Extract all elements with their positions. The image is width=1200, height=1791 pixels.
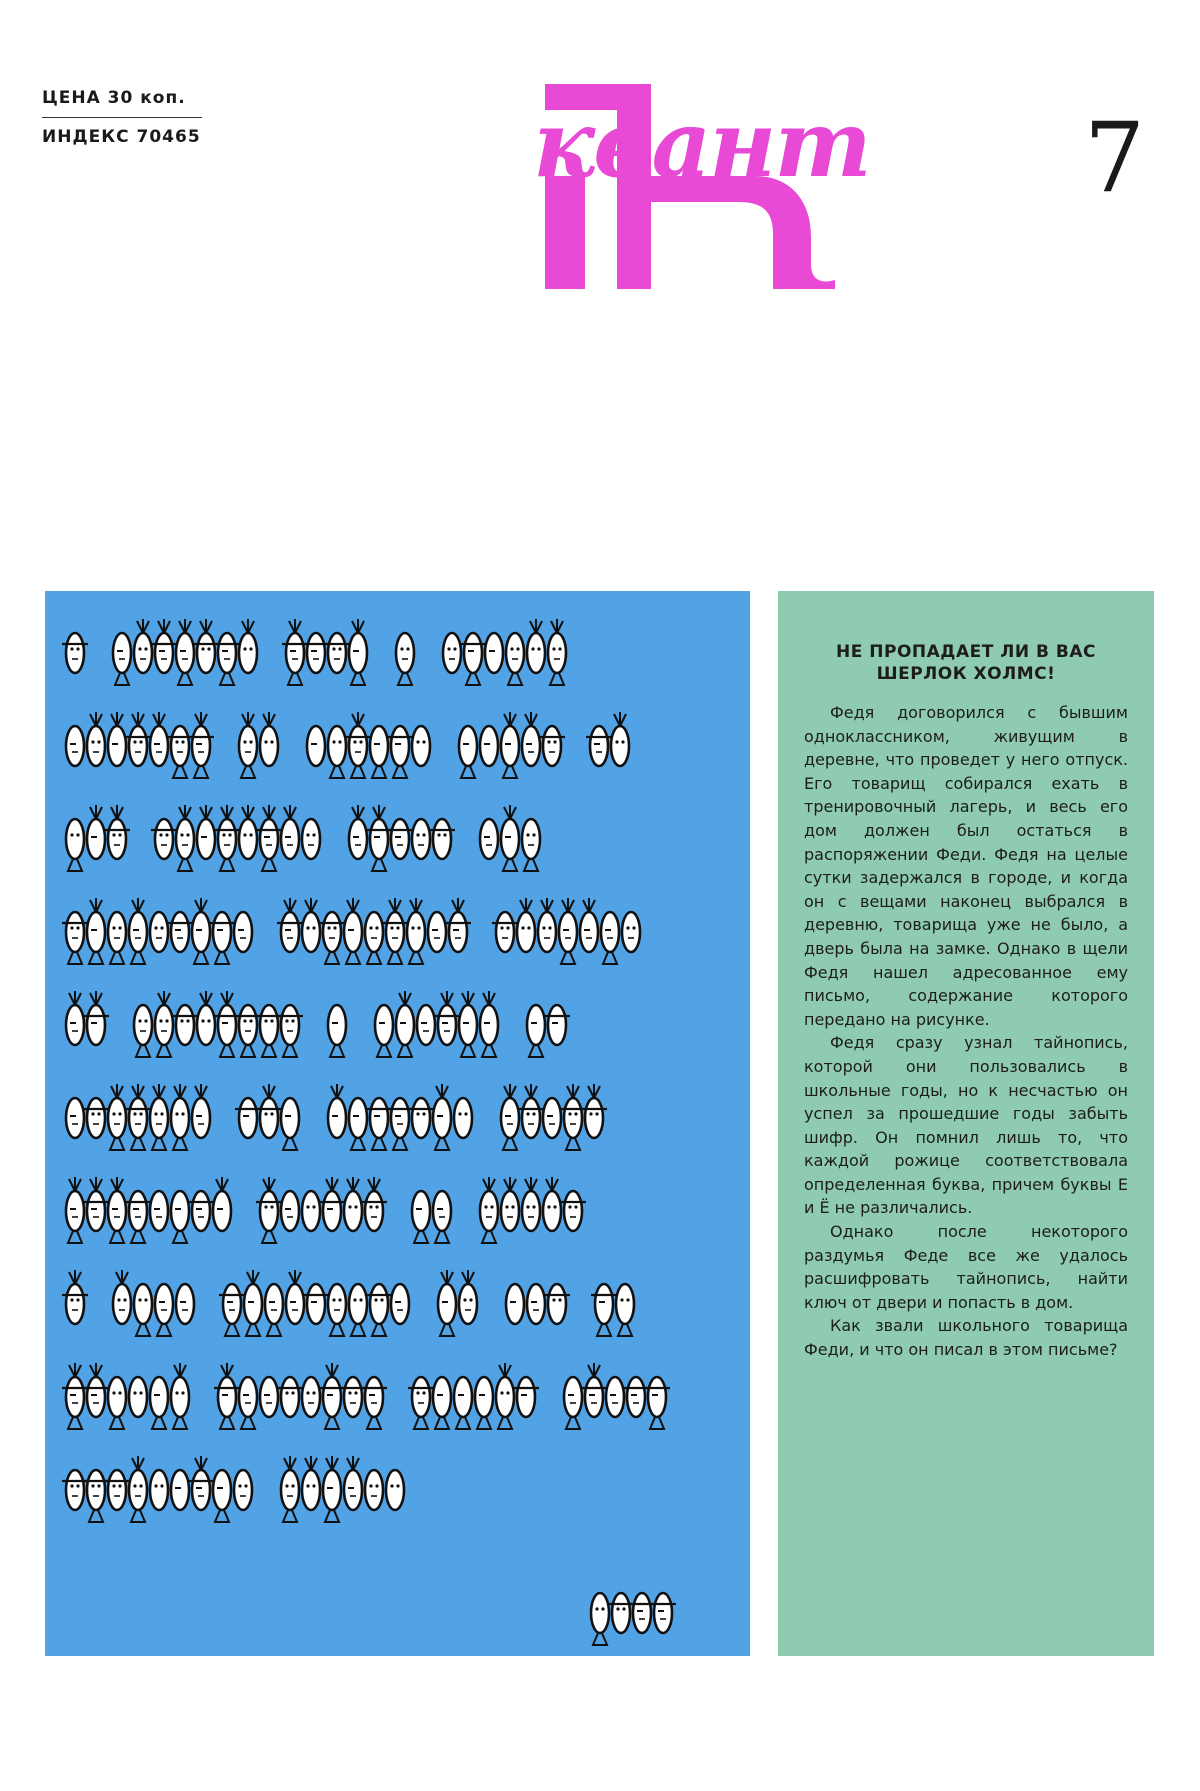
- cipher-face: [155, 1284, 173, 1336]
- cipher-face: [108, 712, 126, 766]
- cipher-face: [506, 633, 524, 685]
- cipher-face: [429, 819, 455, 859]
- cipher-face: [366, 1098, 392, 1150]
- price-block: [42, 88, 207, 147]
- cipher-face: [501, 1177, 519, 1231]
- cipher-face: [361, 1377, 387, 1429]
- cipher-face: [485, 633, 503, 673]
- cipher-face: [167, 726, 193, 778]
- cipher-face: [129, 1456, 147, 1522]
- cipher-face: [235, 1098, 261, 1138]
- cipher-face: [323, 1456, 341, 1522]
- cipher-face: [580, 898, 598, 952]
- cipher-face: [616, 1284, 634, 1336]
- cipher-face: [460, 633, 486, 685]
- cipher-face: [150, 912, 168, 952]
- cipher-face: [62, 1470, 88, 1510]
- cipher-face: [527, 1284, 545, 1324]
- cipher-face: [459, 726, 477, 778]
- cipher-face: [539, 726, 565, 766]
- cipher-face: [480, 991, 498, 1057]
- cipher-face: [108, 1177, 126, 1243]
- cipher-face: [433, 1377, 451, 1429]
- cipher-face: [328, 1284, 346, 1336]
- cipher-face: [125, 1084, 151, 1150]
- cipher-face: [151, 819, 177, 859]
- cipher-face: [188, 712, 214, 778]
- cipher-face: [188, 1191, 214, 1231]
- cipher-face: [125, 1191, 151, 1243]
- cipher-face: [443, 633, 461, 673]
- cipher-face: [282, 619, 308, 685]
- cipher-face: [433, 1084, 451, 1150]
- cipher-face: [480, 819, 498, 859]
- cipher-face: [172, 1005, 198, 1045]
- article-paragraph: Федя сразу узнал тайнопись, которой они пользовались в школьные годы, но к несчастью он успел за прошедшие годы забыть шифр. Он помнил лишь то, что каждой рожице соответствовала определенная буква, причем буквы Е и Ё не различались.: [804, 1033, 1128, 1218]
- cipher-face: [256, 1084, 282, 1138]
- cipher-face: [150, 1470, 168, 1510]
- article-title-line: НЕ ПРОПАДАЕТ ЛИ В ВАС: [836, 642, 1096, 662]
- cipher-face: [375, 1005, 393, 1057]
- cipher-face: [62, 633, 88, 673]
- cipher-face: [506, 1284, 524, 1324]
- cipher-face: [62, 912, 88, 964]
- cipher-face: [281, 805, 299, 859]
- cipher-face: [361, 1177, 387, 1231]
- cipher-face: [113, 1270, 131, 1324]
- cipher-face: [150, 1191, 168, 1231]
- cipher-face: [134, 1005, 152, 1057]
- index-label: ИНДЕКС 70465: [42, 127, 201, 147]
- cipher-face: [591, 1593, 609, 1645]
- cipher-face: [475, 1377, 493, 1429]
- cipher-face: [344, 898, 362, 964]
- cipher-face: [560, 1084, 586, 1150]
- cipher-face: [644, 1377, 670, 1429]
- cipher-face: [601, 912, 619, 964]
- cipher-face: [608, 1593, 634, 1633]
- cipher-face: [260, 712, 278, 766]
- cipher-face: [176, 1284, 194, 1324]
- cipher-face: [387, 1098, 413, 1150]
- cipher-face: [155, 991, 173, 1057]
- cipher-face: [66, 991, 84, 1045]
- cipher-face: [214, 805, 240, 871]
- cipher-face: [209, 912, 235, 964]
- cipher-face: [492, 912, 518, 952]
- cipher-face: [176, 805, 194, 871]
- cipher-face: [611, 712, 629, 766]
- cipher-face: [197, 991, 215, 1045]
- cipher-face: [239, 712, 257, 778]
- cipher-face: [548, 619, 566, 685]
- cipher-face: [302, 898, 320, 952]
- cipher-face: [286, 1270, 304, 1324]
- cipher-face: [408, 1377, 434, 1429]
- cipher-face: [129, 898, 147, 964]
- cipher-face: [328, 1005, 346, 1057]
- cipher-face: [387, 726, 413, 778]
- cipher-face: [328, 1084, 346, 1138]
- cipher-face: [412, 726, 430, 766]
- cipher-face: [62, 1363, 88, 1429]
- price-label: ЦЕНА 30 коп.: [42, 88, 186, 108]
- cipher-face: [433, 1191, 451, 1243]
- cipher-face: [87, 898, 105, 964]
- cipher-panel: [45, 591, 750, 1656]
- cipher-face: [192, 1084, 210, 1138]
- cipher-face: [629, 1593, 655, 1633]
- cipher-face: [219, 1284, 245, 1336]
- cipher-face: [66, 819, 84, 871]
- cipher-face: [386, 1470, 404, 1510]
- cipher-face: [522, 1177, 540, 1231]
- cipher-face: [188, 1456, 214, 1510]
- cipher-face: [366, 1284, 392, 1336]
- cipher-face: [459, 991, 477, 1057]
- cipher-face: [559, 898, 577, 964]
- cipher-face: [365, 1470, 383, 1510]
- cipher-face: [104, 1470, 130, 1510]
- cipher-face: [171, 1084, 189, 1150]
- cipher-face: [214, 633, 240, 685]
- cipher-face: [192, 898, 210, 964]
- cipher-face: [396, 633, 414, 685]
- cipher-face: [319, 912, 345, 964]
- cipher-face: [606, 1377, 624, 1417]
- cipher-face: [307, 726, 325, 766]
- cipher-face: [454, 1377, 472, 1429]
- cipher-face: [522, 819, 540, 871]
- cipher-face: [538, 898, 556, 952]
- cipher-face: [235, 1005, 261, 1057]
- cipher-face: [214, 991, 240, 1057]
- cipher-face: [66, 726, 84, 766]
- cipher-face: [104, 805, 130, 859]
- cipher-face: [428, 912, 446, 952]
- cipher-face: [281, 1098, 299, 1150]
- cipher-face: [324, 633, 350, 673]
- cipher-face: [370, 726, 388, 778]
- divider: [42, 117, 202, 118]
- cipher-face: [438, 1270, 456, 1336]
- cipher-face: [417, 1005, 435, 1045]
- cipher-face: [66, 1177, 84, 1243]
- cipher-face: [349, 805, 367, 859]
- cipher-face: [501, 805, 519, 871]
- cipher-face: [197, 805, 215, 859]
- cipher-face: [408, 1098, 434, 1138]
- cipher-face: [277, 898, 303, 952]
- cipher-face: [113, 633, 131, 685]
- cipher-face: [513, 1377, 539, 1417]
- cipher-face: [234, 912, 252, 952]
- cipher-face: [586, 726, 612, 766]
- cipher-face: [302, 819, 320, 859]
- cipher-face: [349, 1284, 367, 1336]
- cipher-face: [527, 619, 545, 673]
- cipher-face: [581, 1084, 607, 1138]
- cipher-face: [496, 1363, 514, 1429]
- cipher-face: [193, 619, 219, 673]
- cipher-face: [83, 1363, 109, 1417]
- cipher-face: [256, 1005, 282, 1057]
- cipher-face: [349, 1098, 367, 1150]
- cipher-face: [260, 1377, 278, 1417]
- cipher-face: [83, 1098, 109, 1138]
- cipher-face: [108, 912, 126, 964]
- cipher-face: [83, 1177, 109, 1231]
- cipher-face: [171, 1470, 189, 1510]
- cipher-face: [134, 619, 152, 673]
- cipher-face: [319, 1363, 345, 1429]
- cipher-face: [134, 1284, 152, 1336]
- cipher-face: [517, 898, 535, 952]
- cipher-face: [581, 1363, 607, 1417]
- cipher-face: [522, 712, 540, 766]
- article-body: [804, 701, 1128, 1362]
- cipher-face: [382, 898, 408, 964]
- cipher-face: [434, 991, 460, 1045]
- cipher-face: [213, 1177, 231, 1231]
- cipher-face: [171, 1191, 189, 1243]
- cipher-face: [396, 991, 414, 1057]
- logo-word: квант: [533, 90, 870, 198]
- cipher-face: [407, 898, 425, 964]
- cipher-face: [591, 1284, 617, 1336]
- issue-number: 7: [1084, 102, 1146, 214]
- cipher-face: [544, 1005, 570, 1045]
- cipher-face: [340, 1377, 366, 1417]
- article-panel: [778, 591, 1154, 1656]
- cipher-face: [214, 1363, 240, 1429]
- article-paragraph: Как звали школьного товарища Феди, и что он писал в этом письме?: [804, 1316, 1128, 1360]
- cipher-face: [344, 1456, 362, 1510]
- cipher-face: [480, 726, 498, 766]
- cipher-face: [150, 712, 168, 766]
- cipher-face: [302, 1377, 320, 1417]
- cipher-face: [302, 1191, 320, 1231]
- cipher-face: [623, 1377, 649, 1417]
- article-title: [796, 641, 1136, 685]
- cipher-face: [412, 819, 430, 859]
- cipher-face: [265, 1284, 283, 1336]
- cipher-face: [256, 805, 282, 871]
- cipher-face: [239, 619, 257, 673]
- cipher-face: [480, 1177, 498, 1243]
- cipher-face: [365, 912, 383, 964]
- cipher-face: [281, 1456, 299, 1522]
- cipher-face: [277, 1005, 303, 1057]
- cipher-face: [345, 712, 371, 778]
- article-paragraph: Федя договорился с бывшим одноклассником, живущим в деревне, что проведет у него отпуск. Его товарищ собирался ехать в тренировочный лагерь, и весь его дом должен был остаться в распоряжении Феди. Федя на целые сутки задержался в городе, и когда он с вещами наконец выбрался в деревню, товарища уже не было, а дверь была на замке. Однако в щели Федя нашел адресованное ему письмо, содержание которого передано на рисунке.: [804, 703, 1128, 1029]
- cipher-face: [62, 1270, 88, 1324]
- cipher-face: [151, 619, 177, 673]
- cipher-face: [167, 912, 193, 952]
- cipher-face: [87, 712, 105, 766]
- cipher-face: [622, 912, 640, 952]
- cipher-face: [150, 1377, 168, 1429]
- cipher-face: [171, 1363, 189, 1429]
- cipher-face: [302, 1456, 320, 1510]
- cipher-face: [366, 805, 392, 871]
- article-paragraph: Однако после некоторого раздумья Феде все же удалось расшифровать тайнопись, найти ключ от двери и попасть в дом.: [804, 1222, 1128, 1312]
- cipher-face: [344, 1177, 362, 1231]
- cipher-face: [560, 1191, 586, 1231]
- cipher-face: [391, 1284, 409, 1324]
- kvant-logo: [525, 84, 1005, 289]
- cipher-face: [349, 619, 367, 685]
- cipher-face: [650, 1593, 676, 1633]
- cipher-face: [108, 1377, 126, 1429]
- cipher-face: [87, 805, 105, 859]
- cipher-face: [445, 898, 471, 952]
- cipher-face: [412, 1191, 430, 1243]
- cipher-face: [328, 726, 346, 778]
- cipher-face: [459, 1270, 477, 1324]
- cipher-face: [319, 1177, 345, 1231]
- cipher-face: [256, 1177, 282, 1243]
- cipher-face: [239, 805, 257, 859]
- cipher-face: [501, 1084, 519, 1150]
- cipher-face: [108, 1084, 126, 1150]
- cipher-face: [564, 1377, 582, 1429]
- cipher-face: [387, 819, 413, 859]
- cipher-face: [543, 1177, 561, 1231]
- cipher-face: [277, 1377, 303, 1417]
- cipher-face: [281, 1191, 299, 1231]
- cipher-face: [303, 1284, 329, 1324]
- cipher-face: [83, 991, 109, 1045]
- cipher-face: [544, 1284, 570, 1324]
- cipher-face: [454, 1098, 472, 1138]
- cipher-face: [501, 712, 519, 778]
- cipher-face: [543, 1098, 561, 1138]
- cipher-face: [527, 1005, 545, 1057]
- cipher-face: [129, 1377, 147, 1417]
- cipher-figures: [45, 591, 750, 1656]
- cipher-face: [518, 1084, 544, 1138]
- cipher-face: [303, 633, 329, 673]
- cipher-face: [66, 1098, 84, 1138]
- cipher-face: [150, 1084, 168, 1150]
- article-title-line: ШЕРЛОК ХОЛМС!: [876, 664, 1056, 684]
- cipher-face: [213, 1470, 231, 1522]
- cipher-face: [234, 1470, 252, 1510]
- cipher-face: [176, 619, 194, 685]
- cipher-face: [239, 1377, 257, 1429]
- cipher-face: [244, 1270, 262, 1336]
- cipher-face: [83, 1470, 109, 1522]
- cipher-face: [125, 712, 151, 766]
